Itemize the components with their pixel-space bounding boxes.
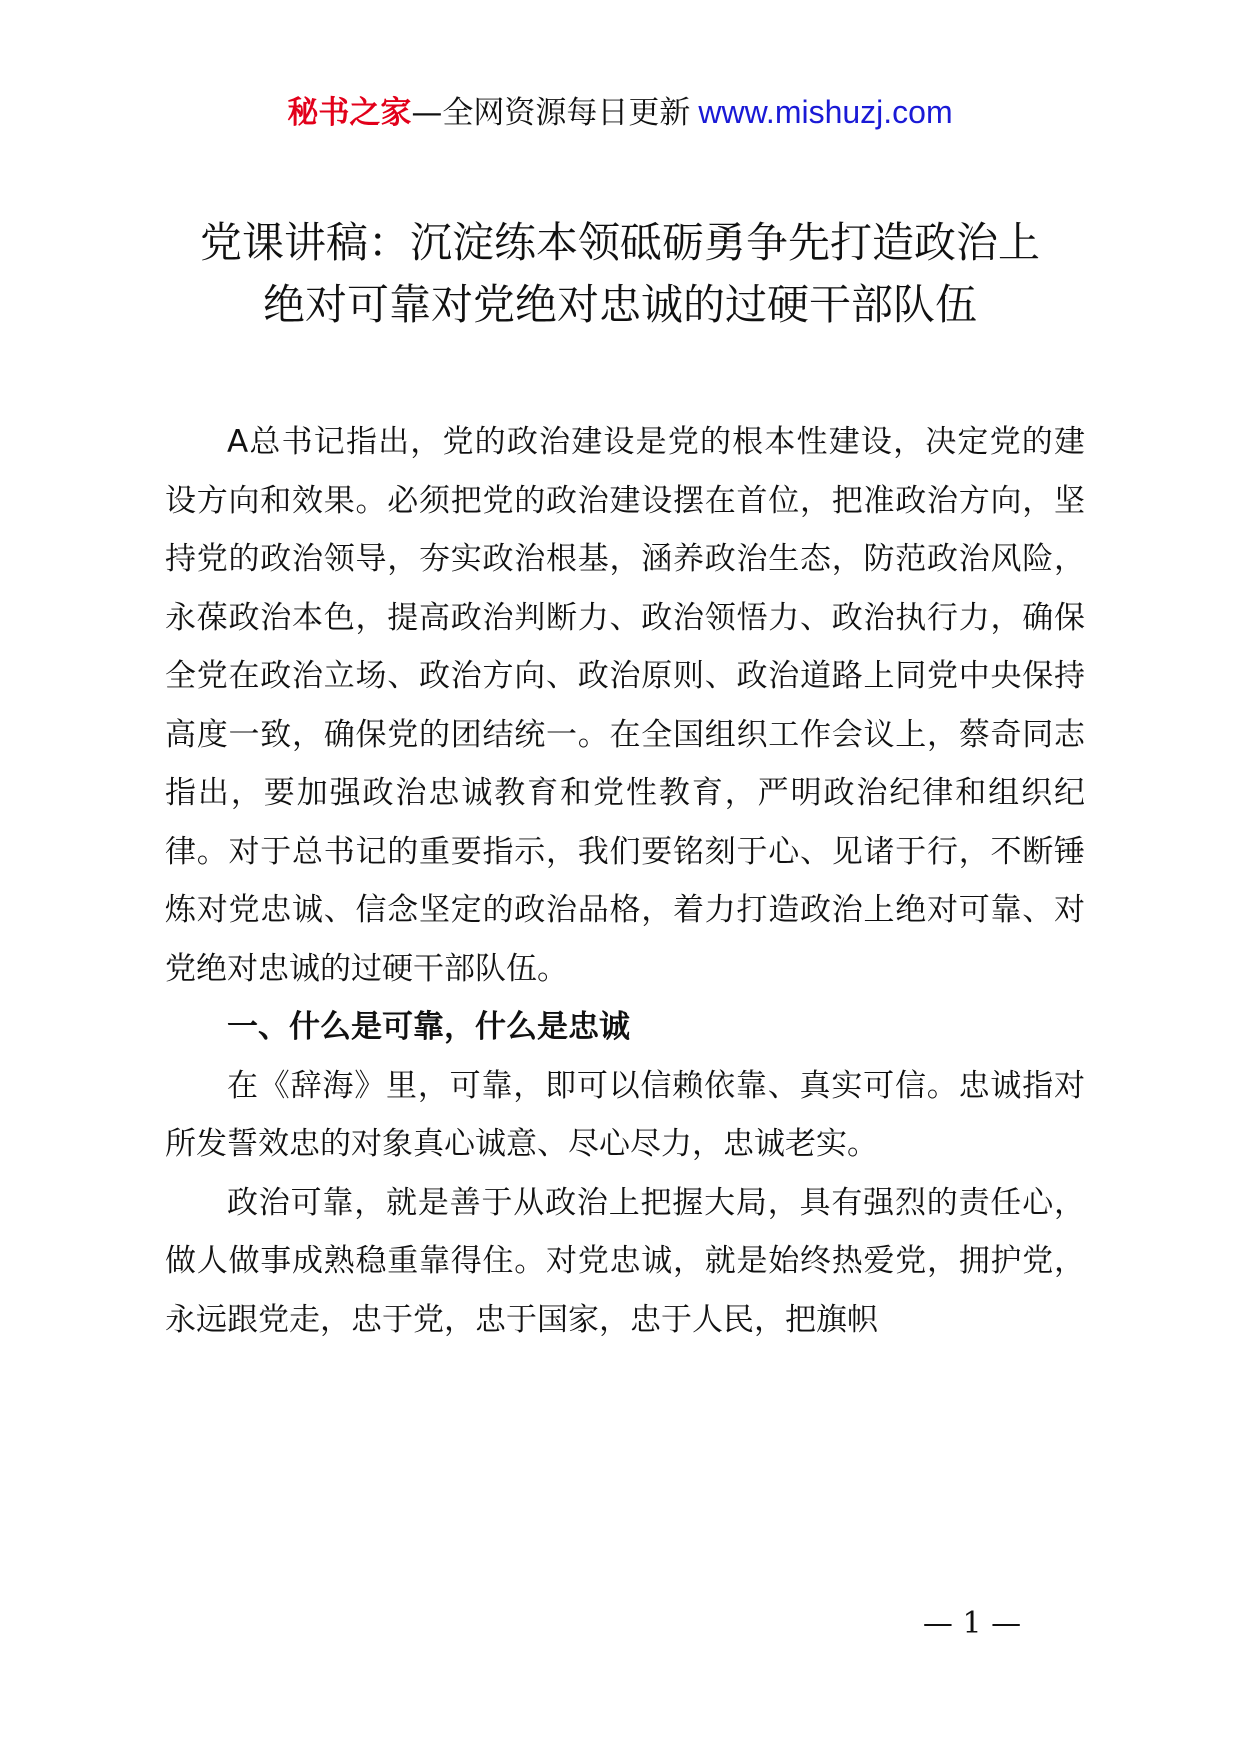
banner-slogan: —全网资源每日更新 xyxy=(411,95,691,131)
body-paragraph: 在《辞海》里，可靠，即可以信赖依靠、真实可信。忠诚指对所发誓效忠的对象真心诚意、尽心尽力，忠诚老实。 xyxy=(165,1067,1085,1162)
title-line-2: 绝对可靠对党绝对忠诚的过硬干部队伍 xyxy=(262,280,977,329)
page-number: — 1 — xyxy=(922,1606,1022,1641)
site-url-link[interactable]: www.mishuzj.com xyxy=(698,94,953,130)
body-paragraph: A总书记指出，党的政治建设是党的根本性建设，决定党的建设方向和效果。必须把党的政治建设摆在首位，把准政治方向，坚持党的政治领导，夯实政治根基，涵养政治生态，防范政治风险，永葆政治本色，提高政治判断力、政治领悟力、政治执行力，确保全党在政治立场、政治方向、政治原则、政治道路上同党中央保持高度一致，确保党的团结统一。在全国组织工作会议上，蔡奇同志指出，要加强政治忠诚教育和党性教育，严明政治纪律和组织纪律。对于总书记的重要指示，我们要铭刻于心、见诸于行，不断锤炼对党忠诚、信念坚定的政治品格，着力打造政治上绝对可靠、对党绝对忠诚的过硬干部队伍。 xyxy=(165,424,1085,987)
title-line-1: 党课讲稿：沉淀练本领砥砺勇争先打造政治上 xyxy=(199,218,1040,267)
brand-name: 秘书之家 xyxy=(287,95,412,131)
body-paragraph: 政治可靠，就是善于从政治上把握大局，具有强烈的责任心，做人做事成熟稳重靠得住。对党忠诚，就是始终热爱党，拥护党，永远跟党走，忠于党，忠于国家，忠于人民，把旗帜 xyxy=(165,1184,1085,1338)
document-title xyxy=(150,212,1090,336)
document-body xyxy=(165,413,1085,1349)
site-banner xyxy=(0,92,1240,133)
section-heading: 一、什么是可靠，什么是忠诚 xyxy=(227,1009,630,1045)
